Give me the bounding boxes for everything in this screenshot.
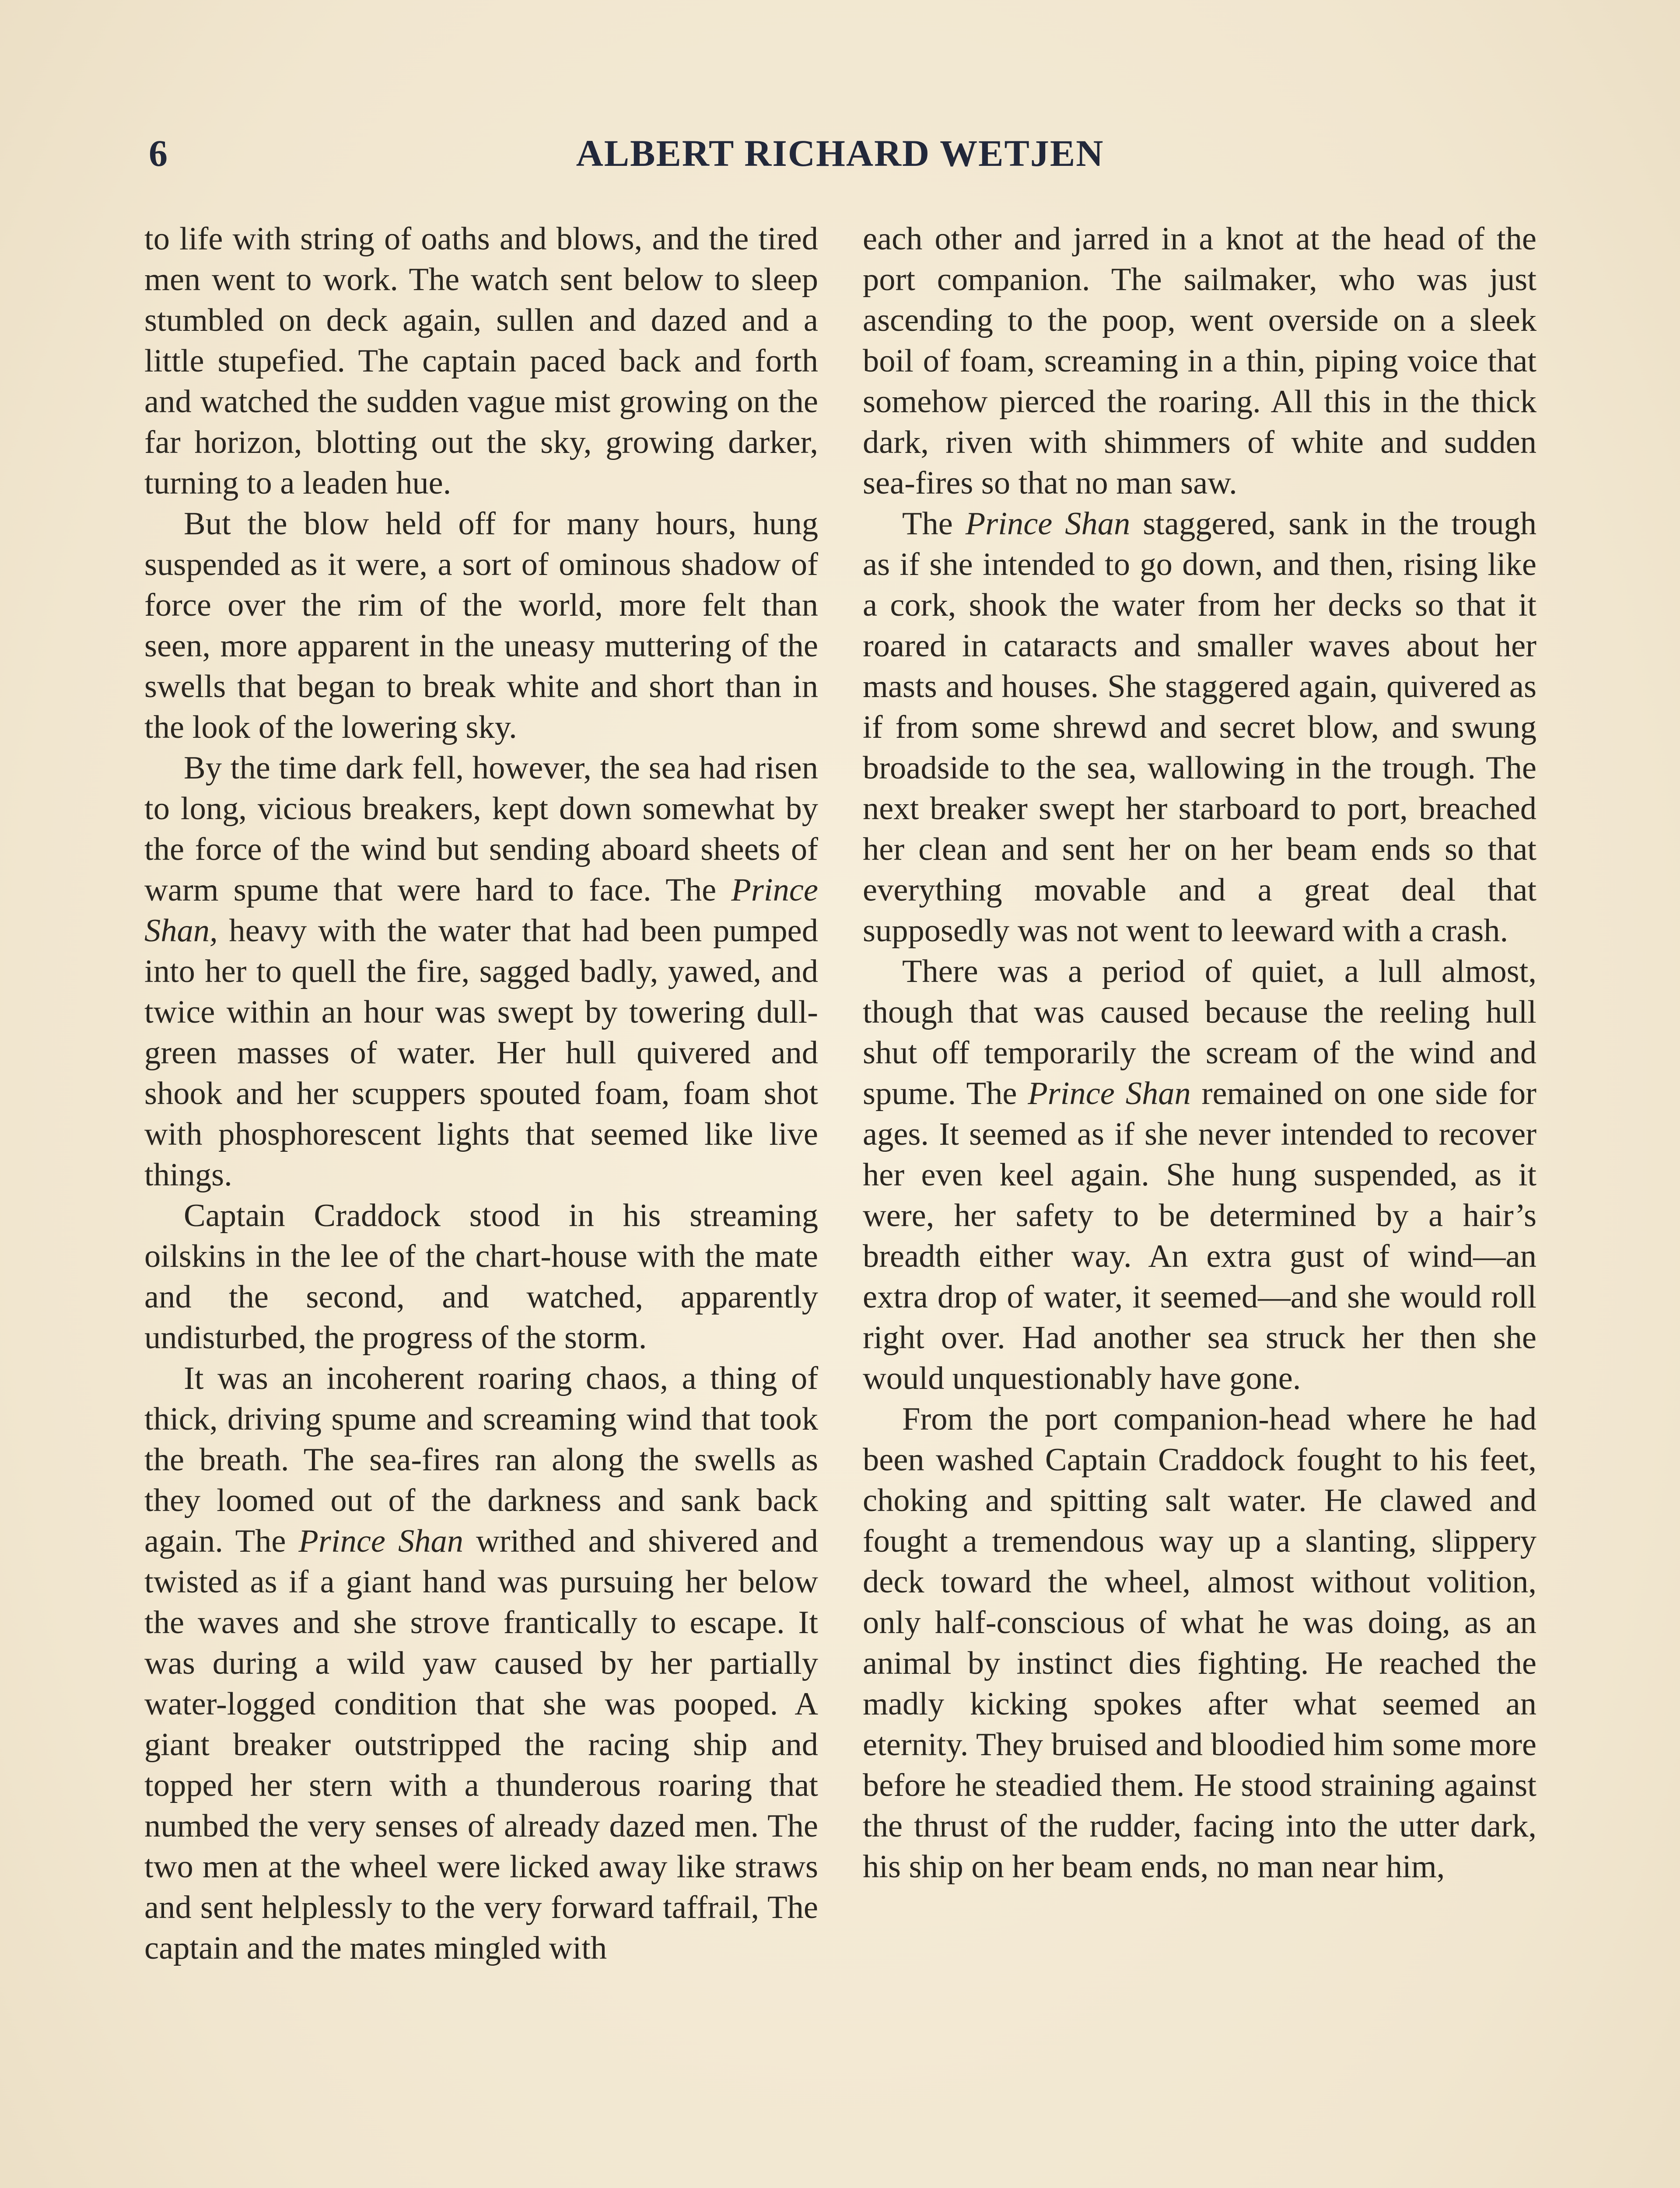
paragraph: Captain Craddock stood in his streaming oilskins in the lee of the chart-house with the mate and the second, and watched, apparently undisturbed, the progress of the storm.: [144, 1198, 818, 1356]
paragraph-text: There was a period of quiet, a lull almost, though that was caused because the reeling hull shut off temporarily the scream of the wind and spume. The: [863, 954, 1536, 1112]
running-head: ALBERT RICHARD WETJEN: [576, 132, 1104, 174]
paragraph: But the blow held off for many hours, hung suspended as it were, a sort of ominous shadow of force over the rim of the world, more felt than seen, more apparent in the uneasy muttering of the swells that began to break white and short than in the look of the lowering sky.: [144, 506, 818, 745]
page-number: 6: [149, 132, 168, 174]
paragraph-text: By the time dark fell, however, the sea had risen to long, vicious breakers, kept down somewhat by the force of the wind but sending aboard sheets of warm spume that were hard to face. The: [144, 750, 818, 908]
paragraph: From the port companion-head where he had been washed Captain Craddock fought to his feet, choking and spitting salt water. He clawed and fought a tremendous way up a slanting, slippery deck toward the wheel, almost without volition, only half-conscious of what he was doing, as an animal by instinct dies fighting. He reached the madly kicking spokes after what seemed an eternity. They bruised and bloodied him some more before he steadied them. He stood straining against the thrust of the rudder, facing into the utter dark, his ship on her beam ends, no man near him,: [863, 1401, 1536, 1885]
paragraph-text: writhed and shivered and twisted as if a giant hand was pursuing her below the waves and she strove frantically to escape. It was during a wild yaw caused by her partially water-logged condition that she was pooped. A giant breaker outstripped the racing ship and topped her stern with a thunderous roaring that numbed the very senses of already dazed men. The two men at the wheel were licked away like straws and sent helplessly to the very forward taffrail, The captain and the mates mingled with: [144, 1523, 819, 1966]
paragraph: to life with string of oaths and blows, and the tired men went to work. The watch sent below to sleep stumbled on deck again, sullen and dazed and a little stupefied. The captain paced back and forth and watched the sudden vague mist growing on the far horizon, blotting out the sky, growing darker, turning to a leaden hue.: [144, 221, 818, 501]
ship-name: Prince Shan: [1028, 1076, 1191, 1112]
right-column: [863, 219, 1536, 1887]
ship-name: Prince Shan,: [144, 872, 818, 949]
paragraph-text: remained on one side for ages. It seemed as if she never intended to recover her even keel again. She hung suspended, as it were, her safety to be determined by a hair’s breadth either way. An extra gust of wind—an extra drop of water, it seemed—and she would roll right over. Had another sea struck her then she would unquestionably have gone.: [863, 1076, 1536, 1396]
paragraph-text: heavy with the water that had been pumped into her to quell the fire, sagged badly, yawed, and twice within an hour was swept by towering dull-green masses of water. Her hull quivered and shook and her scuppers spouted foam, foam shot with phosphorescent lights that seemed like live things.: [144, 913, 818, 1193]
paragraph: [144, 1358, 818, 1969]
paragraph: [144, 748, 818, 1196]
paragraph-text: The: [902, 506, 966, 542]
ship-name: Prince Shan: [965, 506, 1130, 542]
left-column: [144, 219, 818, 1969]
paragraph: each other and jarred in a knot at the head of the port companion. The sailmaker, who was just ascending to the poop, went overside on a sleek boil of foam, screaming in a thin, piping voice that somehow pierced the roaring. All this in the thick dark, riven with shimmers of white and sudden sea-fires so that no man saw.: [863, 221, 1536, 501]
paragraph: [863, 504, 1536, 951]
ship-name: Prince Shan: [298, 1523, 463, 1559]
paragraph-text: It was an incoherent roaring chaos, a thing of thick, driving spume and screaming wind that took the breath. The sea-fires ran along the swells as they loomed out of the darkness and sank back again. The: [144, 1360, 818, 1559]
paragraph: [863, 951, 1536, 1399]
paragraph-text: staggered, sank in the trough as if she intended to go down, and then, rising like a cork, shook the water from her decks so that it roared in cataracts and smaller waves about her masts and houses. She staggered again, quivered as if from some shrewd and secret blow, and swung broadside to the sea, wallowing in the trough. The next breaker swept her starboard to port, breached her clean and sent her on her beam ends so that everything movable and a great deal that supposedly was not went to leeward with a crash.: [863, 506, 1536, 949]
